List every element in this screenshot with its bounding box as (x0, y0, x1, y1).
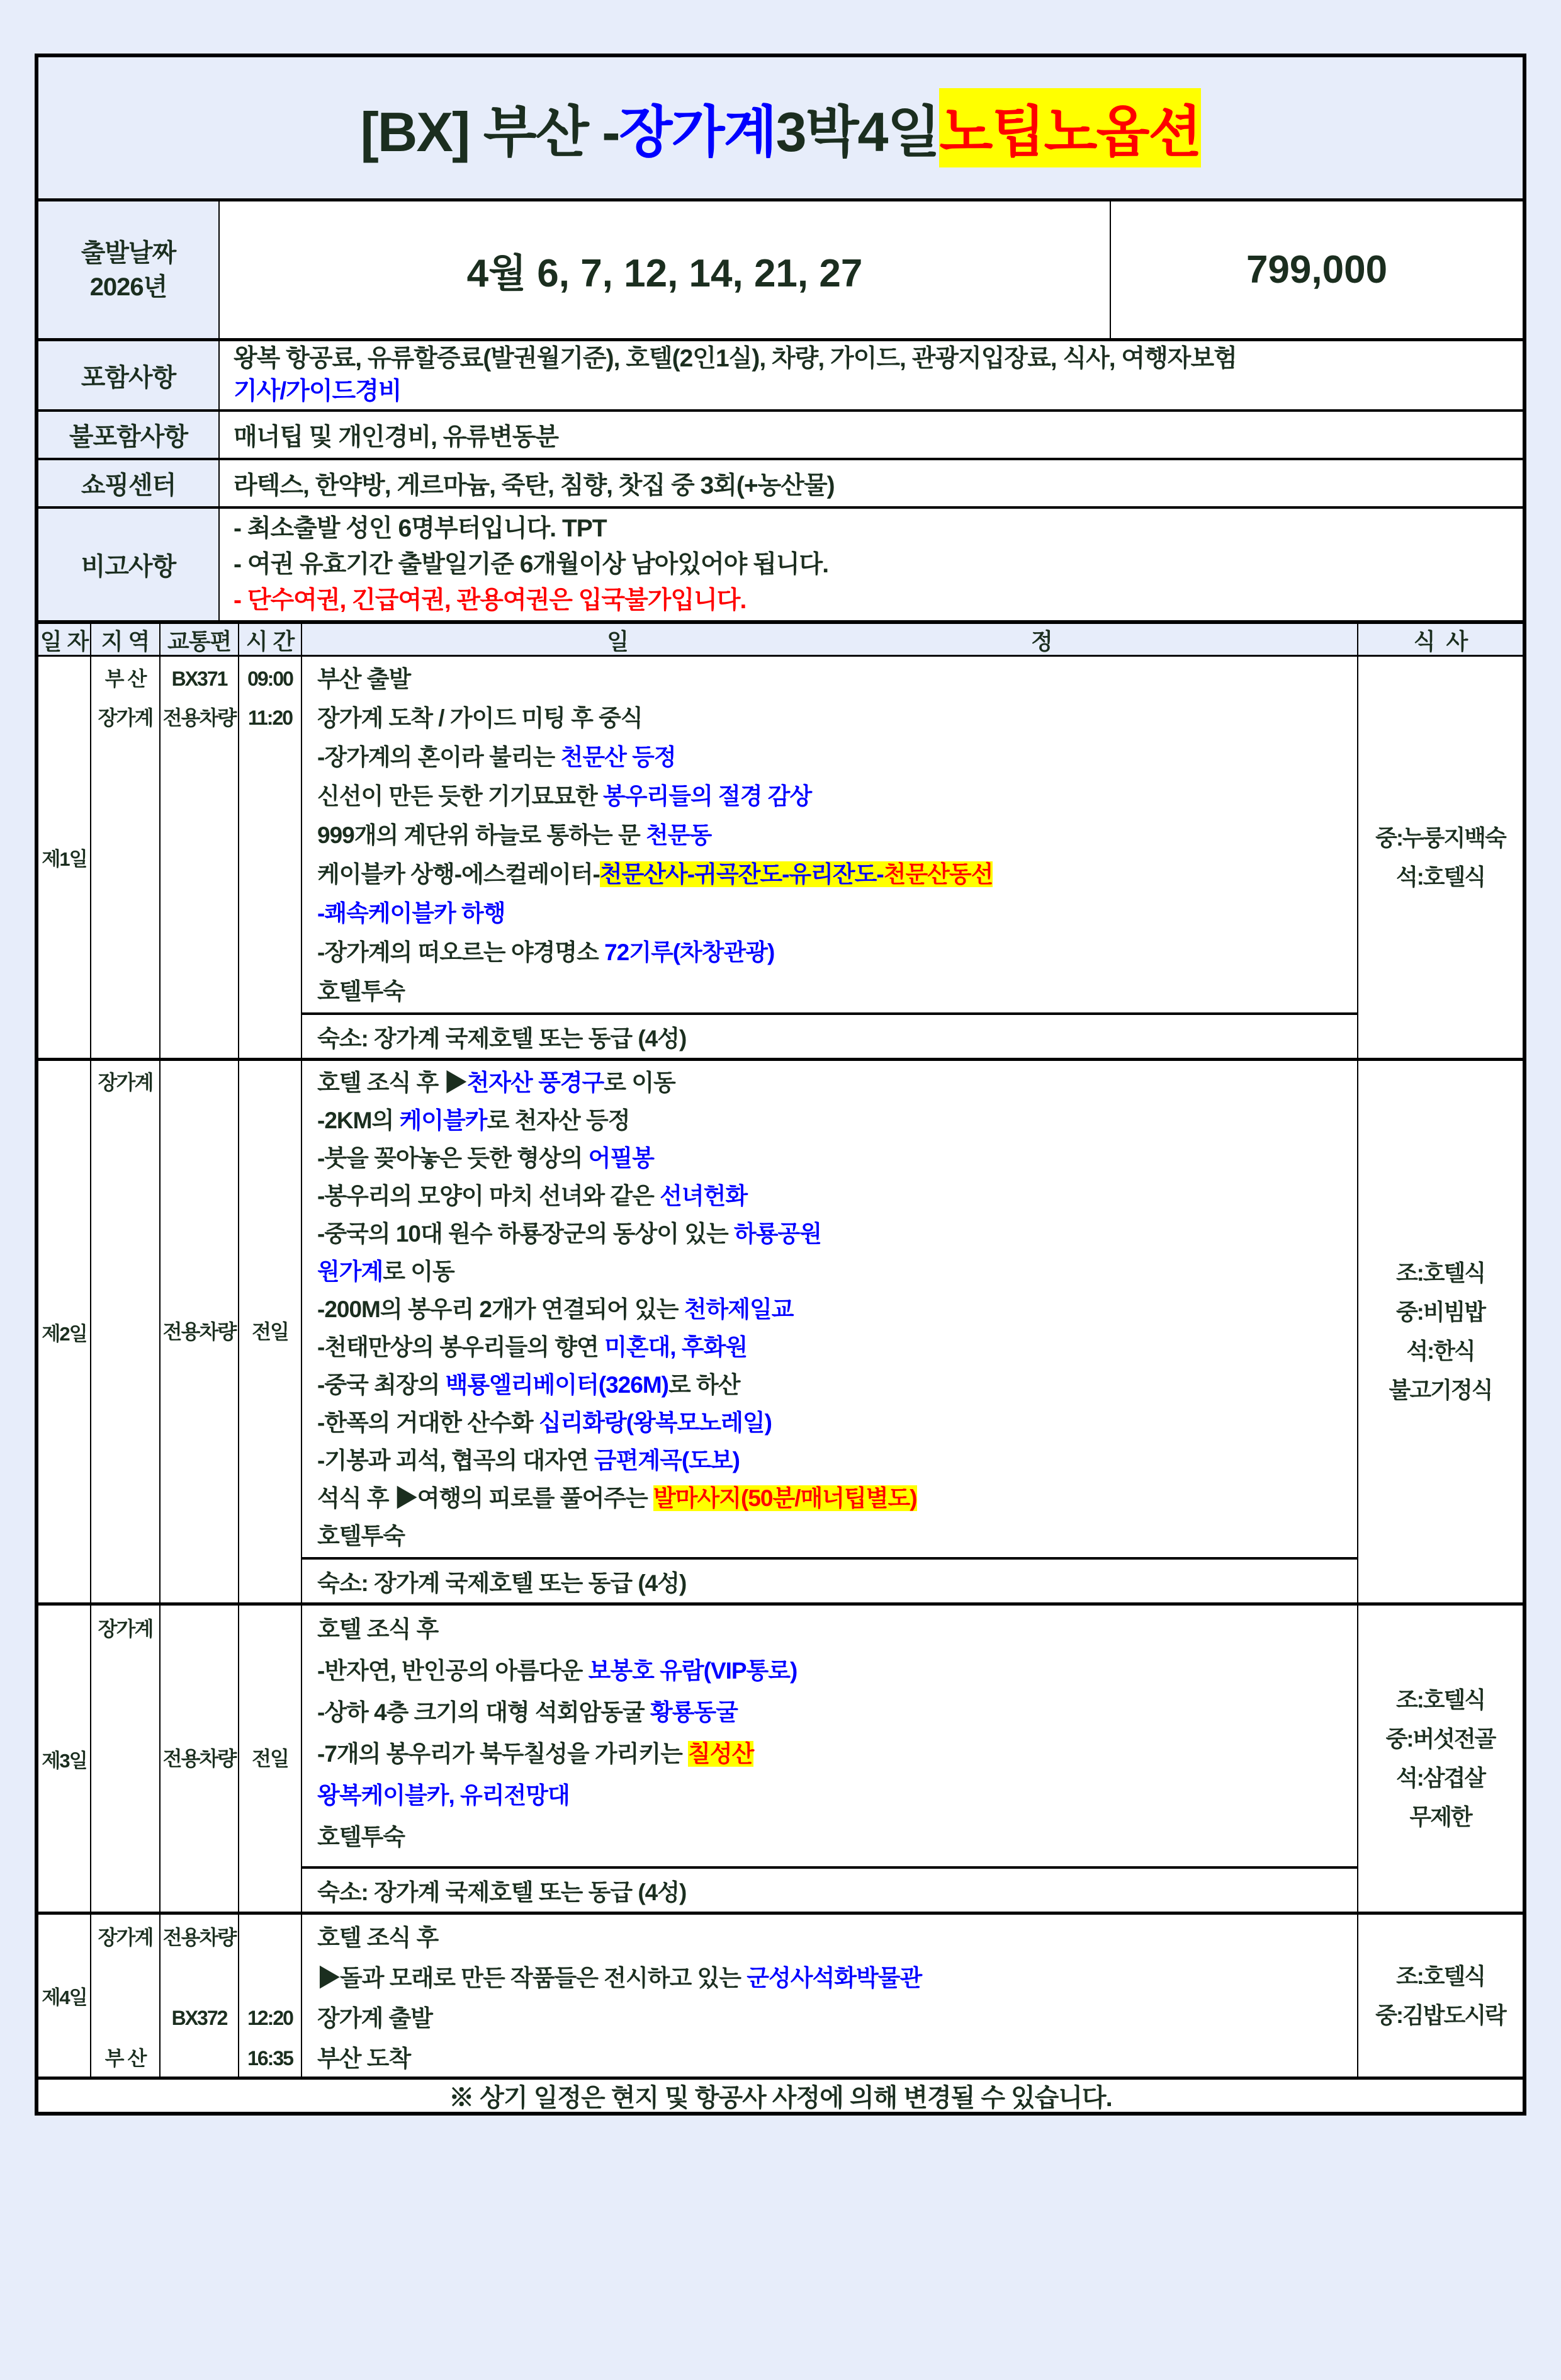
text-segment: 황룡동굴 (650, 1699, 738, 1725)
schedule-lines (302, 1061, 1357, 1557)
itinerary-day-row (38, 1912, 1523, 2077)
region-cell-line: 부 산 (104, 2047, 146, 2070)
text-segment: -반자연, 반인공의 아름다운 (317, 1658, 589, 1684)
text-segment: 천문산 등정 (560, 744, 676, 770)
text-segment: 매너팁 및 개인경비, 유류변동분 (234, 423, 559, 451)
excluded-content (220, 412, 1523, 458)
schedule-line (317, 816, 1357, 855)
text-segment: 천문산사-귀곡잔도-유리잔도- (599, 861, 884, 887)
text-segment: 999개의 계단위 하늘로 통하는 문 (317, 822, 646, 848)
text-segment: 석식 후 ▶여행의 피로를 풀어주는 (317, 1485, 654, 1511)
meal-cell (1358, 1061, 1523, 1602)
text-segment: -상하 4층 크기의 대형 석회암동굴 (317, 1699, 650, 1725)
schedule-line (317, 1692, 1357, 1733)
region-cell-line (91, 1998, 159, 2038)
info-line (234, 417, 1523, 453)
text-segment: -한폭의 거대한 산수화 (317, 1410, 539, 1436)
text-segment: 노팁노옵션 (939, 88, 1200, 167)
schedule-lines (302, 1915, 1357, 2077)
text-segment: 장가계 출발 (317, 2005, 432, 2031)
text-segment: - 여권 유효기간 출발일기준 6개월이상 남아있어야 됩니다. (234, 551, 829, 578)
text-segment: 칠성산 (688, 1741, 754, 1767)
schedule-line (317, 1609, 1357, 1650)
day-label-cell: 제3일 (38, 1606, 91, 1912)
transport-cell-line: BX372 (171, 2007, 227, 2029)
region-cell (91, 1606, 161, 1912)
text-segment: 호텔 조식 후 ▶ (317, 1070, 467, 1096)
schedule-line (317, 738, 1357, 777)
info-line (234, 466, 1523, 501)
text-segment: 케이블카 (399, 1108, 487, 1133)
meal-line: 불고기정식 (1389, 1377, 1492, 1403)
time-cell-line: 11:20 (247, 706, 293, 729)
schedule-lines (302, 657, 1357, 1012)
meal-cell (1358, 1606, 1523, 1912)
region-cell (91, 657, 161, 1058)
text-segment: 선녀헌화 (660, 1183, 748, 1209)
text-segment: 왕복케이블카, 유리전망대 (317, 1782, 570, 1808)
time-cell-line: 전일 (252, 1320, 288, 1343)
schedule-line (317, 1102, 1357, 1140)
meal-cell (1358, 657, 1523, 1058)
excluded-row (38, 412, 1523, 460)
footer-note: ※ 상기 일정은 현지 및 항공사 사정에 의해 변경될 수 있습니다. (38, 2077, 1523, 2112)
transport-cell-line: 전용차량 (162, 706, 236, 729)
transport-cell-line (161, 1958, 238, 1998)
region-cell-line: 장가계 (98, 1618, 153, 1640)
text-segment: -200M의 봉우리 2개가 연결되어 있는 (317, 1296, 684, 1322)
schedule-line (317, 1404, 1357, 1442)
time-cell (239, 1061, 302, 1602)
meal-line: 무제한 (1409, 1804, 1472, 1830)
time-cell (239, 1606, 302, 1912)
time-cell-line (239, 1958, 301, 1998)
schedule-cell (302, 657, 1358, 1058)
meal-line: 석:삼겹살 (1395, 1765, 1485, 1791)
schedule-lines (302, 1606, 1357, 1866)
info-line (234, 375, 1523, 408)
text-segment: 백룡엘리베이터(326M) (445, 1372, 668, 1398)
schedule-line (317, 894, 1357, 933)
text-segment: 호텔투숙 (317, 1523, 405, 1549)
document-title (38, 57, 1523, 201)
time-cell-line: 09:00 (247, 667, 293, 690)
text-segment: 72기루(차창관광) (604, 939, 775, 965)
time-cell (239, 1915, 302, 2077)
text-segment: 3박4일 (775, 101, 940, 163)
text-segment: [BX] 부산 - (360, 101, 619, 163)
text-segment: 장가계 도착 / 가이드 미팅 후 중식 (317, 705, 643, 731)
text-segment: - 단수여권, 긴급여권, 관용여권은 입국불가입니다. (234, 587, 747, 614)
region-cell-line (91, 1958, 159, 1998)
transport-cell (161, 1606, 239, 1912)
schedule-line (317, 1215, 1357, 1253)
region-cell-line: 장가계 (98, 1926, 153, 1949)
schedule-line (317, 1366, 1357, 1404)
info-line (234, 343, 1523, 375)
header-region: 지 역 (91, 624, 161, 656)
schedule-line (317, 1177, 1357, 1215)
transport-cell-line: 전용차량 (162, 1926, 236, 1949)
meal-line: 석:한식 (1406, 1338, 1475, 1364)
schedule-line (317, 1480, 1357, 1517)
region-cell (91, 1915, 161, 2077)
text-segment: 천자산 풍경구 (466, 1070, 604, 1096)
text-segment: 호텔 조식 후 (317, 1925, 439, 1951)
schedule-line (317, 2039, 1357, 2077)
text-segment: 왕복 항공료, 유류할증료(발권월기준), 호텔(2인1실), 차량, 가이드, 관광지입장료, 식사, 여행자보험 (234, 345, 1237, 372)
schedule-line (317, 855, 1357, 894)
schedule-line (317, 1816, 1357, 1858)
text-segment: - 최소출발 성인 6명부터입니다. TPT (234, 515, 607, 542)
header-schedule-left: 일 (607, 628, 628, 654)
schedule-line (317, 660, 1357, 699)
text-segment: 봉우리들의 절경 감상 (603, 783, 812, 809)
schedule-line (317, 1733, 1357, 1775)
text-segment: 원가계 (317, 1259, 383, 1284)
transport-cell (161, 1061, 239, 1602)
meal-cell (1358, 1915, 1523, 2077)
region-cell (91, 1061, 161, 1602)
included-row (38, 341, 1523, 412)
header-day: 일 자 (38, 624, 91, 656)
text-segment: 신선이 만든 듯한 기기묘묘한 (317, 783, 604, 809)
text-segment: -쾌속케이블카 하행 (317, 900, 505, 926)
time-cell-line (239, 1917, 301, 1958)
text-segment: 로 이동 (604, 1070, 675, 1096)
time-cell (239, 657, 302, 1058)
meal-line: 조:호텔식 (1395, 1260, 1485, 1286)
text-segment: -장가계의 떠오르는 야경명소 (317, 939, 605, 965)
info-line (234, 511, 1523, 547)
schedule-cell (302, 1915, 1358, 2077)
text-segment: 천문동 (646, 822, 712, 848)
header-transport: 교통편 (161, 624, 239, 656)
lodging-info: 숙소: 장가계 국제호텔 또는 동급 (4성) (302, 1012, 1357, 1058)
schedule-line (317, 1291, 1357, 1329)
time-cell-line: 16:35 (247, 2047, 293, 2070)
day-label-cell: 제2일 (38, 1061, 91, 1602)
lodging-info: 숙소: 장가계 국제호텔 또는 동급 (4성) (302, 1866, 1357, 1912)
departure-dates: 4월 6, 7, 12, 14, 21, 27 (220, 201, 1111, 338)
info-line (234, 547, 1523, 582)
meal-line: 석:호텔식 (1395, 863, 1485, 890)
text-segment: 호텔투숙 (317, 1824, 405, 1850)
schedule-line (317, 1329, 1357, 1366)
meal-line: 중:김밥도시락 (1375, 2002, 1506, 2028)
itinerary-day-row (38, 657, 1523, 1058)
region-cell-line: 장가계 (98, 706, 153, 729)
shopping-label: 쇼핑센터 (38, 460, 220, 506)
schedule-line (317, 1998, 1357, 2039)
time-cell-line: 12:20 (247, 2007, 293, 2029)
header-meal: 식 사 (1413, 628, 1468, 654)
itinerary-days (38, 657, 1523, 2077)
departure-label-line2: 2026년 (89, 273, 167, 301)
meal-line: 중:버섯전골 (1385, 1726, 1496, 1752)
text-segment: 호텔투숙 (317, 978, 405, 1004)
header-schedule-right: 정 (1031, 628, 1052, 654)
text-segment: 십리화랑(왕복모노레일) (538, 1410, 772, 1436)
text-segment: -천태만상의 봉우리들의 향연 (317, 1334, 605, 1360)
text-segment: -봉우리의 모양이 마치 선녀와 같은 (317, 1183, 660, 1209)
included-label: 포함사항 (38, 341, 220, 409)
text-segment: 어필봉 (588, 1145, 654, 1171)
text-segment: 보봉호 유람(VIP통로) (588, 1658, 797, 1684)
schedule-line (317, 1442, 1357, 1480)
text-segment: 군성사석화박물관 (747, 1965, 922, 1991)
transport-cell-line: 전용차량 (162, 1747, 236, 1770)
shopping-row (38, 460, 1523, 509)
header-time: 시 간 (239, 624, 302, 656)
text-segment: ▶돌과 모래로 만든 작품들은 전시하고 있는 (317, 1965, 747, 1991)
schedule-line (317, 933, 1357, 972)
text-segment: -중국 최장의 (317, 1372, 446, 1398)
remarks-row (38, 509, 1523, 624)
schedule-line (317, 699, 1357, 738)
text-segment: 장가계 (619, 101, 776, 163)
remarks-content (220, 509, 1523, 620)
text-segment: 부산 도착 (317, 2046, 411, 2071)
excluded-label: 불포함사항 (38, 412, 220, 458)
text-segment: 하룡공원 (734, 1221, 821, 1247)
schedule-line (317, 1517, 1357, 1555)
transport-cell-line: 전용차량 (162, 1320, 236, 1343)
meal-line: 조:호텔식 (1395, 1963, 1485, 1989)
text-segment: 천문산동선 (883, 861, 993, 887)
meal-line: 중:비빔밥 (1395, 1299, 1485, 1325)
shopping-content (220, 460, 1523, 506)
text-segment: 로 이동 (383, 1259, 454, 1284)
schedule-line (317, 1775, 1357, 1816)
schedule-cell (302, 1061, 1358, 1602)
transport-cell (161, 657, 239, 1058)
text-segment: 로 하산 (668, 1372, 740, 1398)
departure-row (38, 201, 1523, 341)
itinerary-day-row (38, 1058, 1523, 1602)
day-label-cell: 제1일 (38, 657, 91, 1058)
text-segment: -2KM의 (317, 1108, 400, 1133)
text-segment: 케이블카 상행-에스컬레이터- (317, 861, 600, 887)
table-header-row (38, 624, 1523, 657)
schedule-cell (302, 1606, 1358, 1912)
meal-line: 조:호텔식 (1395, 1687, 1485, 1713)
transport-cell-line: BX371 (171, 667, 227, 690)
header-schedule (302, 624, 1358, 656)
time-cell-line: 전일 (252, 1747, 288, 1770)
itinerary-day-row (38, 1602, 1523, 1912)
schedule-line (317, 1958, 1357, 1998)
schedule-line (317, 777, 1357, 816)
region-cell-line: 부 산 (104, 667, 146, 690)
included-content (220, 341, 1523, 409)
schedule-line (317, 1253, 1357, 1291)
departure-label (38, 201, 220, 338)
remarks-label: 비고사항 (38, 509, 220, 620)
text-segment: -장가계의 혼이라 불리는 (317, 744, 561, 770)
schedule-line (317, 1650, 1357, 1692)
schedule-line (317, 1140, 1357, 1177)
text-segment: 로 천자산 등정 (487, 1108, 630, 1133)
itinerary-document (35, 54, 1526, 2116)
text-segment: 라텍스, 한약방, 게르마늄, 죽탄, 침향, 찻집 중 3회(+농산물) (234, 472, 835, 499)
price-value: 799,000 (1111, 201, 1523, 338)
text-segment: 금편계곡(도보) (594, 1448, 740, 1473)
schedule-line (317, 972, 1357, 1011)
schedule-line (317, 1918, 1357, 1958)
text-segment: 기사/가이드경비 (234, 378, 402, 405)
departure-label-line1: 출발날짜 (81, 239, 176, 267)
text-segment: 호텔 조식 후 (317, 1616, 439, 1642)
text-segment: -기봉과 괴석, 협곡의 대자연 (317, 1448, 594, 1473)
text-segment: 발마사지(50분/매너팁별도) (653, 1485, 917, 1511)
day-label-cell: 제4일 (38, 1915, 91, 2077)
text-segment: 미혼대, 후화원 (604, 1334, 748, 1360)
meal-line: 중:누룽지백숙 (1375, 824, 1506, 851)
info-line (234, 582, 1523, 618)
text-segment: -7개의 봉우리가 북두칠성을 가리키는 (317, 1741, 689, 1767)
transport-cell (161, 1915, 239, 2077)
text-segment: -중국의 10대 원수 하룡장군의 동상이 있는 (317, 1221, 735, 1247)
region-cell-line: 장가계 (98, 1071, 153, 1094)
lodging-info: 숙소: 장가계 국제호텔 또는 동급 (4성) (302, 1557, 1357, 1602)
schedule-line (317, 1064, 1357, 1102)
text-segment: -붓을 꽂아놓은 듯한 형상의 (317, 1145, 589, 1171)
text-segment: 천하제일교 (684, 1296, 794, 1322)
text-segment: 부산 출발 (317, 666, 411, 692)
